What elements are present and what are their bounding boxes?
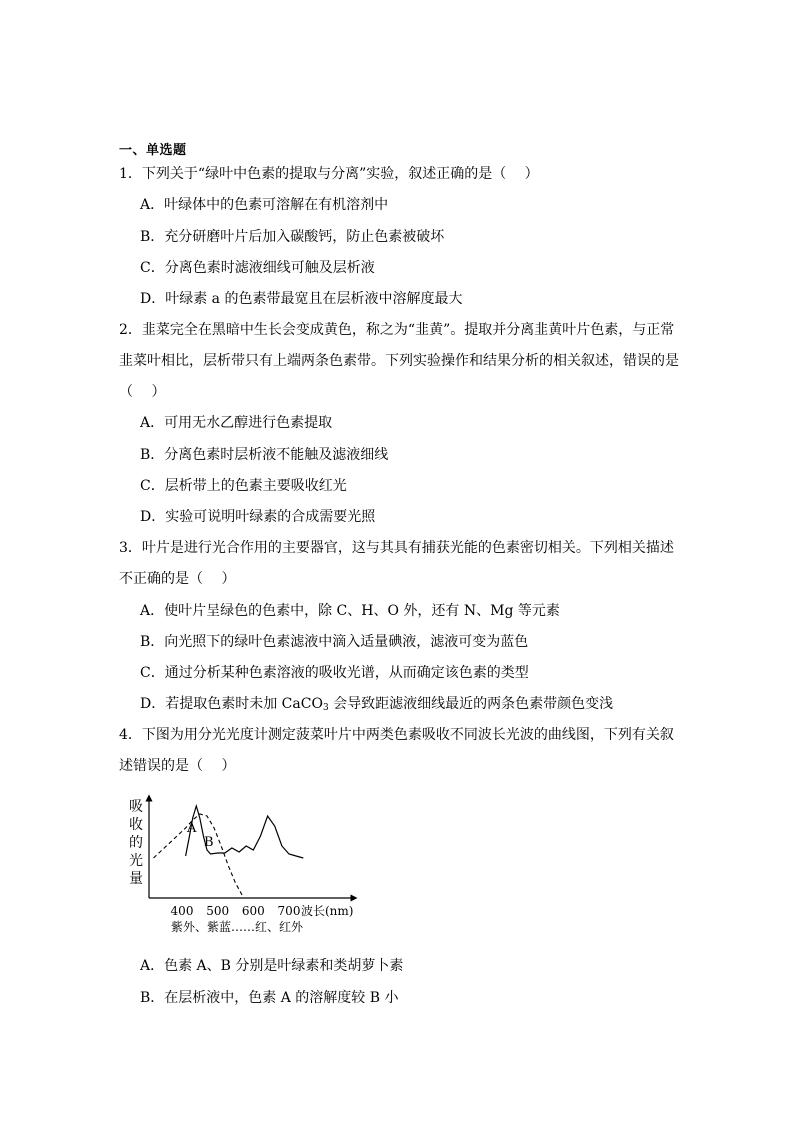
question-2-option-b: B．分离色素时层析液不能触及滤液细线	[140, 447, 389, 463]
x-tick-label: 700	[277, 904, 301, 918]
series-a-label: A	[187, 821, 197, 836]
question-4-stem-line-2: 述错误的是（ ）	[119, 758, 236, 774]
x-tick-label: 500	[206, 904, 230, 918]
x-tick-label: 600	[241, 904, 265, 918]
series-a-line	[186, 806, 304, 858]
question-1-option-c: C．分离色素时滤液细线可触及层析液	[140, 260, 375, 276]
question-2-option-c: C．层析带上的色素主要吸收红光	[140, 478, 347, 494]
series-b-line	[154, 814, 243, 896]
question-3-option-d: D．若提取色素时未加 CaCO$_3$ 会导致距滤液细线最近的两条色素带颜色变浅	[140, 696, 614, 713]
section-title: 一、单选题	[119, 143, 187, 158]
x-tick-label: 400	[170, 904, 194, 918]
y-label-char: 光	[129, 853, 143, 869]
question-2-option-a: A．可用无水乙醇进行色素提取	[140, 415, 333, 431]
question-4-stem-line-1: 4．下图为用分光光度计测定菠菜叶片中两类色素吸收不同波长光波的曲线图，下列有关叙	[119, 727, 674, 743]
y-label-char: 的	[129, 835, 143, 851]
question-2-option-d: D．实验可说明叶绿素的合成需要光照	[140, 509, 376, 525]
question-3-stem-line-2: 不正确的是（ ）	[119, 571, 236, 587]
question-1-stem: 1．下列关于“绿叶中色素的提取与分离”实验，叙述正确的是（ ）	[119, 166, 539, 182]
question-3-stem-line-1: 3．叶片是进行光合作用的主要器官，这与其具有捕获光能的色素密切相关。下列相关描述	[119, 540, 674, 556]
x-axis-subtitle: 紫外、紫蓝……红、红外	[171, 920, 304, 934]
question-3-option-a: A．使叶片呈绿色的色素中，除 C、H、O 外，还有 N、Mg 等元素	[140, 603, 560, 619]
question-3-option-b: B．向光照下的绿叶色素滤液中滴入适量碘液，滤液可变为蓝色	[140, 634, 529, 650]
question-1-option-b: B．充分研磨叶片后加入碳酸钙，防止色素被破坏	[140, 229, 445, 245]
question-2-stem-line-2: 韭菜叶相比，层析带只有上端两条色素带。下列实验操作和结果分析的相关叙述，错误的是	[119, 353, 679, 369]
question-4-option-a: A．色素 A、B 分别是叶绿素和类胡萝卜素	[140, 958, 404, 974]
question-1-option-d: D．叶绿素 a 的色素带最宽且在层析液中溶解度最大	[140, 291, 463, 307]
y-label-char: 量	[129, 871, 143, 887]
x-ticks	[171, 904, 301, 918]
y-label-char: 收	[129, 817, 143, 833]
series-b-label: B	[204, 835, 214, 850]
question-2-stem-line-1: 2．韭菜完全在黑暗中生长会变成黄色，称之为“韭黄”。提取并分离韭黄叶片色素，与正常	[119, 322, 675, 338]
question-3-option-c: C．通过分析某种色素溶液的吸收光谱，从而确定该色素的类型	[140, 665, 529, 681]
question-1-option-a: A．叶绿体中的色素可溶解在有机溶剂中	[140, 197, 389, 213]
x-axis-label: 波长(nm)	[301, 904, 354, 918]
absorption-spectrum-chart	[119, 788, 369, 938]
question-4-option-b: B．在层析液中，色素 A 的溶解度较 B 小	[140, 990, 399, 1006]
y-axis-label	[129, 799, 143, 887]
subscript: 3	[322, 703, 329, 713]
y-label-char: 吸	[129, 799, 143, 815]
question-2-stem-line-3: （ ）	[119, 384, 166, 400]
